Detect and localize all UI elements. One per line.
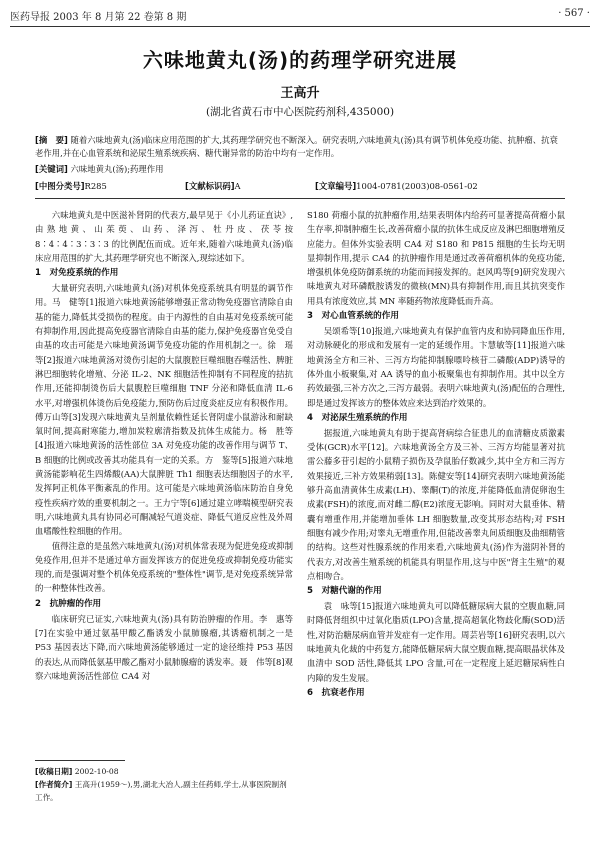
intro-paragraph: 六味地黄丸是中医滋补肾阴的代表方,最早见于《小儿药证直诀》,由熟地黄、山茱萸、山药、泽泻、牡丹皮、茯苓按 8∶4∶4∶3∶3∶3 的比例配伍而成。近年来,随着六味地黄丸(汤)临床应用范围的扩大,其药理学研究也不断深入,现综述如下。 <box>35 210 293 263</box>
article-id-label: [文章编号] <box>315 181 357 191</box>
abstract-block <box>35 134 565 160</box>
abstract-text: 随着六味地黄丸(汤)临床应用范围的扩大,其药理学研究也不断深入。研究表明,六味地黄丸(汤)具有调节机体免疫功能、抗肿瘤、抗衰老作用,并在心血管系统和泌尿生殖系统疾病、糖代谢异常的防治中均有一定作用。 <box>35 135 558 158</box>
received-date-line <box>35 765 293 778</box>
keywords-block <box>35 163 565 176</box>
article-id-value: 1004-0781(2003)08-0561-02 <box>356 181 478 191</box>
section-1-paragraph-1: 大量研究表明,六味地黄丸(汤)对机体免疫系统具有明显的调节作用。马 健等[1]报道六味地黄汤能够增强正常动物免疫器官清除自由基的能力,降低其受损伤的程度。由于内源性的自由基对免疫系统可能有抑制作用,因此提高免疫器官清除自由基的能力,保护免疫器官免受自由基的攻击可能是六味地黄汤调节免疫功能的作用机制之一。徐 瑶等[2]报道六味地黄汤对烫伤引起的大鼠腹腔巨噬细胞吞噬活性、脾脏淋巴细胞转化增殖、分泌 IL-2、NK 细胞活性抑制有不同程度的拮抗作用,还能抑制烫伤后大鼠腹腔巨噬细胞 TNF 分泌和降低血清 IL-6 水平,对增强机体烫伤后免疫能力,预防伤后过度炎症反应有积极作用。傅万山等[3]发现六味地黄丸呈剂量依赖性延长肾阴虚小鼠游泳和耐缺氧时间,提高耐寒能力,增加炭粒廓清指数及抗体生成能力。杨 胜等[4]报道六味地黄汤的活性部位 3A 对免疫功能的改善作用与调节 T、B 细胞的比例或改善其功能具有一定的关系。方 鉴等[5]报道六味地黄汤能影响花生四烯酸(AA)大鼠脾脏 Th1 细胞表达细胞因子的水平,发挥阿正机体平衡紊乱的作用。这可能是六味地黄汤临床防治自身免疫性疾病疗效的重要机制之一。王力宁等[6]通过建立哮喘模型研究表明,六味地黄丸具有协同必可酮减轻气道炎症、降低气道反应性及外周血嗜酸性粒细胞的作用。 <box>35 283 293 537</box>
keywords-text: 六味地黄丸(汤);药理作用 <box>70 164 164 174</box>
section-4-paragraph-1: 据报道,六味地黄丸有助于提高肾病综合征患儿的血清糖皮质激素受体(GCR)水平[12]。六味地黄汤全方及三补、三泻方均能显著对抗雷公藤多苷引起的小鼠精子损伤及孕鼠胎仔数减少,其中全方和三泻方效果接近,三补方效果稍弱[13]。陈健安等[14]研究表明六味地黄汤能够升高血清黄体生成素(LH)、睾酮(T)的浓度,并能降低血清促卵泡生成素(FSH)的浓度,而对雌二醇(E2)浓度无影响。同时对大鼠垂体、精囊有增重作用,并能增加垂体 LH 细胞数量,改变其形态结构;对 FSH 细胞有减少作用;对睾丸无增重作用,但能改善睾丸间质细胞及曲细精管的结构。这些对性腺系统的作用来看,六味地黄丸(汤)作为滋阴补肾的代表方,对改善生殖系统的机能具有明显作用,这与中医"肾主生殖"的观点相吻合。 <box>307 427 565 581</box>
clc-label: [中图分类号] <box>35 181 85 191</box>
doc-code-label: [文献标识码] <box>185 181 235 191</box>
section-heading-1: 1 对免疫系统的作用 <box>35 268 119 279</box>
section-heading-6: 6 抗衰老作用 <box>307 687 365 698</box>
section-5-paragraph-1: 袁 咏等[15]报道六味地黄丸可以降低糖尿病大鼠的空腹血糖,同时降低肾组织中过氧化脂质(LPO)含量,提高超氧化物歧化酶(SOD)活性,对防治糖尿病血管并发症有一定作用。周芸岩等[16]研究表明,以六味地黄丸化裁的中药复方,能降低糖尿病大鼠空腹血糖,提高眼晶状体及血清中 SOD 活性,降低其 LPO 含量,可在一定程度上延迟糖尿病性白内障的发生发展。 <box>307 601 565 683</box>
article-title: 六味地黄丸(汤)的药理学研究进展 <box>142 48 458 72</box>
journal-info: 医药导报 2003 年 8 月第 22 卷第 8 期 <box>10 12 187 23</box>
author-affiliation: (湖北省黄石市中心医院药剂科,435000) <box>205 106 395 118</box>
author-bio-line <box>35 778 293 804</box>
footnote-rule <box>35 760 125 761</box>
keywords-label: [关键词] <box>35 164 68 174</box>
received-date-value: 2002-10-08 <box>74 767 119 776</box>
doc-code-value: A <box>234 181 241 191</box>
running-head <box>10 8 590 24</box>
section-heading-4: 4 对泌尿生殖系统的作用 <box>307 412 408 423</box>
section-2-paragraph-1-continued: S180 荷瘤小鼠的抗肿瘤作用,结果表明体内给药可显著提高荷瘤小鼠生存率,抑制肿瘤生长,改善荷瘤小鼠的抗体生成反应及淋巴细胞增殖反应能力。但体外实验表明 CA4 对 S180 和 P815 细胞的生长均无明显抑制作用,提示 CA4 的抗肿瘤作用是通过改善荷瘤机体的免疫功能,增强机体免疫防御系统的功能而间接发挥的。赵风鸣等[9]研究发现六味地黄丸对环磷酰胺诱发的微核(MN)具有抑制作用,而且其抗突变作用具有浓度效应,其 MN 率随药物浓度降低而升高。 <box>307 210 565 306</box>
section-2-paragraph-1: 临床研究已证实,六味地黄丸(汤)具有防治肿瘤的作用。李 惠等[7]在实验中通过氨基甲酸乙酯诱发小鼠肺腺瘤,其诱瘤机制之一是 P53 基因表达下降,而六味地黄汤能够通过一定的途径维持 P53 基因的表达,从而降低氨基甲酸乙酯对小鼠肺腺瘤的诱发率。聂 伟等[8]观察六味地黄汤活性部位 CA4 对 <box>35 613 293 681</box>
abstract-label: [摘 要] <box>35 135 68 145</box>
left-column <box>35 208 293 683</box>
section-1-paragraph-2: 值得注意的是虽然六味地黄丸(汤)对机体常表现为促进免疫或抑制免疫作用,但并不是通过单方面发挥该方的促进免疫或抑制免疫功能实现的,而是强调对整个机体免疫系统的"整体性"调节,是对免疫系统异常的一种整体性改善。 <box>35 540 293 594</box>
section-heading-5: 5 对糖代谢的作用 <box>307 586 382 597</box>
clc-value: R285 <box>84 181 107 191</box>
right-column <box>307 208 565 701</box>
meta-rule <box>35 198 565 199</box>
section-heading-2: 2 抗肿瘤的作用 <box>35 598 102 609</box>
author-bio-value: 王高升(1959～),男,湖北大冶人,副主任药师,学士,从事医院制剂工作。 <box>35 780 287 802</box>
author-bio-label: [作者简介] <box>35 780 73 789</box>
classification-line <box>35 180 565 192</box>
header-rule <box>10 26 590 27</box>
author-name: 王高升 <box>280 86 320 101</box>
received-date-label: [收稿日期] <box>35 767 73 776</box>
page-number: · 567 · <box>558 8 590 19</box>
section-3-paragraph-1: 吴颂希等[10]报道,六味地黄丸有保护血管内皮和协同降血压作用,对动脉硬化的形成和发展有一定的延缓作用。卞慧敏等[11]报道六味地黄汤全方和三补、三泻方均能抑制腺嘌呤核苷二磷酸(ADP)诱导的体外血小板聚集,对 AA 诱导的血小板聚集也有抑制作用。其中以全方药效最强,三补方次之,三泻方最弱。表明六味地黄丸(汤)配伍的合理性,即是通过发挥该方的整体效应来达到治疗效果的。 <box>307 326 565 408</box>
section-heading-3: 3 对心血管系统的作用 <box>307 311 399 322</box>
footnotes <box>35 765 293 804</box>
